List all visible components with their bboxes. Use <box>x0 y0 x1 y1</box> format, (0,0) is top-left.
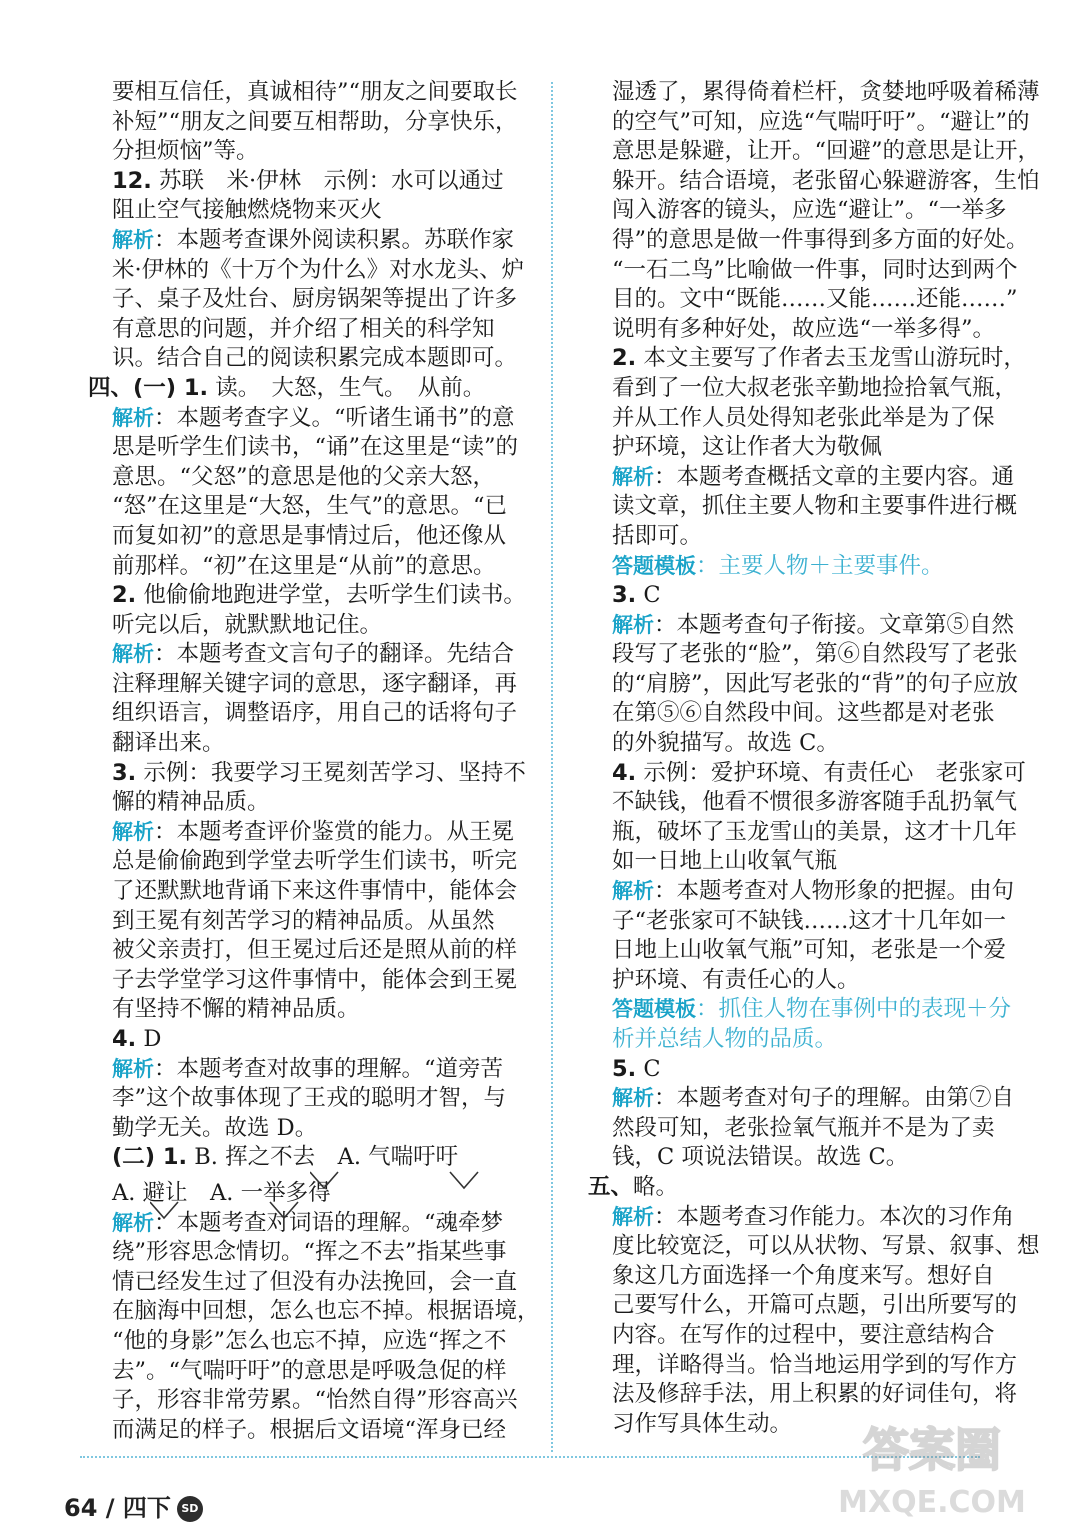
question-number: 3. <box>612 582 637 609</box>
edition-badge: SD <box>177 1496 203 1522</box>
text-line: 分担烦恼”等。 <box>112 138 259 165</box>
answer-line: 瓶，破坏了玉龙雪山的美景，这才十几年 <box>612 818 1018 845</box>
analysis-label: 解析 <box>112 405 154 430</box>
analysis-line: 解析：本题考查概括文章的主要内容。通 <box>612 463 1015 490</box>
analysis-line: 李”这个故事体现了王戎的聪明才智，与 <box>112 1085 507 1112</box>
analysis-line: 而复如初”的意思是事情过后，他还像从 <box>112 522 507 549</box>
answer-line: 听完以后，就默默地记住。 <box>112 611 383 638</box>
text-line: 目的。文中“既能……又能……还能……” <box>612 286 1018 313</box>
analysis-line: 日地上山收氧气瓶”可知，老张是一个爱 <box>612 937 1007 964</box>
text-line: 意思是躲避，让开。“回避”的意思是让开， <box>612 138 1041 165</box>
analysis-line: 习作写具体生动。 <box>612 1410 793 1437</box>
selection-marks <box>310 1166 510 1196</box>
answer-line: 2. 本文主要写了作者去玉龙雪山游玩时， <box>612 345 1026 372</box>
analysis-label: 解析 <box>112 1056 154 1081</box>
answer-line: 不缺钱，他看不惯很多游客随手乱扔氧气 <box>612 789 1018 816</box>
analysis-line: 子去学堂学习这件事情中，能体会到王冕 <box>112 966 518 993</box>
analysis-line: 了还默默地背诵下来这件事情中，能体会 <box>112 878 518 905</box>
template-label: 答题模板 <box>612 553 696 578</box>
analysis-line: 去”。“气喘吁吁”的意思是呼吸急促的样 <box>112 1357 507 1384</box>
question-number: 3. <box>112 759 137 786</box>
text-line: 补短”“朋友之间要互相帮助，分享快乐， <box>112 108 518 135</box>
analysis-line: “他的身影”怎么也忘不掉，应选“挥之不 <box>112 1327 507 1354</box>
analysis-line: 有意思的问题，并介绍了相关的科学知 <box>112 315 495 342</box>
analysis-line: 意思。“父怒”的意思是他的父亲大怒， <box>112 463 496 490</box>
right-column <box>588 78 1041 1439</box>
analysis-line: 己要写什么，开篇可点题，引出所要写的 <box>612 1292 1018 1319</box>
analysis-line: 子、桌子及灶台、厨房锅架等提出了许多 <box>112 286 518 313</box>
analysis-line: 象这几方面选择一个角度来写。想好自 <box>612 1262 995 1289</box>
answer-line: 4. 示例：爱护环境、有责任心 老张家可 <box>612 759 1026 786</box>
answer-line: 5. C <box>612 1055 661 1082</box>
analysis-line: 解析：本题考查习作能力。本次的习作角 <box>612 1203 1015 1230</box>
analysis-line: 的外貌描写。故选 C。 <box>612 730 839 757</box>
analysis-line: 勤学无关。故选 D。 <box>112 1114 318 1141</box>
answer-line: 3. 示例：我要学习王冕刻苦学习、坚持不 <box>112 759 526 786</box>
analysis-label: 解析 <box>112 1210 154 1235</box>
analysis-line: 读文章，抓住主要人物和主要事件进行概 <box>612 493 1018 520</box>
text-line: 闯入游客的镜头，应选“避让”。“一举多 <box>612 197 1007 224</box>
selection-marks-2 <box>150 1198 350 1228</box>
analysis-line: 而满足的样子。根据后文语境“浑身已经 <box>112 1416 507 1443</box>
text-line: 躲开。结合语境，老张留心躲避游客，生怕 <box>612 167 1040 194</box>
text-line: 说明有多种好处，故应选“一举多得”。 <box>612 315 996 342</box>
answer-line: 如一日地上山收氧气瓶 <box>612 848 838 875</box>
text-line: 的空气”可知，应选“气喘吁吁”。“避让”的 <box>612 108 1030 135</box>
analysis-line: 总是偷偷跑到学堂去听学生们读书，听完 <box>112 848 518 875</box>
template-label: 答题模板 <box>612 997 696 1022</box>
watermark-text: 答案圈 <box>863 1423 1001 1477</box>
analysis-line: 绕”形容思念情切。“挥之不去”指某些事 <box>112 1239 507 1266</box>
answer-line: 3. C <box>612 582 661 609</box>
analysis-line: 解析：本题考查对故事的理解。“道旁苦 <box>112 1055 504 1082</box>
analysis-label: 解析 <box>612 1086 654 1111</box>
analysis-line: 被父亲责打，但王冕过后还是照从前的样 <box>112 937 518 964</box>
answer-line: 护环境，这让作者大为敬佩 <box>612 434 883 461</box>
text-line: 要相互信任，真诚相待”“朋友之间要取长 <box>112 79 518 105</box>
answer-line: 2. 他偷偷地跑进学堂，去听学生们读书。 <box>112 582 526 609</box>
analysis-label: 解析 <box>612 464 654 489</box>
analysis-line: 段写了老张的“脸”，第⑥自然段写了老张 <box>612 641 1018 668</box>
template-text: 析并总结人物的品质。 <box>612 1026 838 1052</box>
analysis-line: 解析：本题考查课外阅读积累。苏联作家 <box>112 226 515 253</box>
answer-template <box>612 552 1030 582</box>
left-column <box>88 78 540 1445</box>
analysis-line: 子“老张家可不缺钱……这才十几年如一 <box>612 907 1007 934</box>
text-line: 得”的意思是做一件事得到多方面的好处。 <box>612 226 1029 253</box>
analysis-line: 有坚持不懈的精神品质。 <box>112 996 360 1023</box>
answer-line: (二) 1. B. 挥之不去 A. 气喘吁吁 <box>112 1144 459 1171</box>
analysis-line: 理，详略得当。恰当地运用学到的写作方 <box>612 1351 1018 1378</box>
page-number: 64 / 四下 <box>64 1494 171 1522</box>
answer-line: 并从工作人员处得知老张此举是为了保 <box>612 404 995 431</box>
question-number: 4. <box>612 759 637 786</box>
analysis-line: 解析：本题考查评价鉴赏的能力。从王冕 <box>112 818 515 845</box>
analysis-line: 在脑海中回想，怎么也忘不掉。根据语境， <box>112 1298 540 1325</box>
watermark-url: MXQE.COM <box>838 1485 1026 1520</box>
analysis-line: 米·伊林的《十万个为什么》对水龙头、炉 <box>112 256 525 283</box>
analysis-line: 法及修辞手法，用上积累的好词佳句，将 <box>612 1381 1018 1408</box>
answer-line: 4. D <box>112 1026 162 1052</box>
answer-line: 阻止空气接触燃烧物来灭火 <box>112 197 383 224</box>
analysis-line: 思是听学生们读书，“诵”在这里是“读”的 <box>112 434 519 461</box>
watermark-logo <box>832 1408 1032 1528</box>
question-number: 2. <box>612 345 637 372</box>
analysis-label: 解析 <box>612 879 654 904</box>
template-text: ：抓住人物在事例中的表现＋分 <box>696 996 1012 1023</box>
text-line: “一石二鸟”比喻做一件事，同时达到两个 <box>612 256 1018 283</box>
question-number: 4. <box>112 1026 137 1052</box>
analysis-label: 解析 <box>112 819 154 844</box>
analysis-line: 内容。在写作的过程中，要注意结构合 <box>612 1321 995 1348</box>
analysis-line: 解析：本题考查文言句子的翻译。先结合 <box>112 641 515 668</box>
section-heading: 五、略。 <box>588 1173 679 1200</box>
answer-template <box>612 995 1030 1025</box>
analysis-line: 解析：本题考查句子衔接。文章第⑤自然 <box>612 611 1015 638</box>
analysis-line: 在第⑤⑥自然段中间。这些都是对老张 <box>612 700 995 727</box>
analysis-line: 解析：本题考查对词语的理解。“魂牵梦 <box>112 1209 504 1236</box>
question-number: 2. <box>112 582 137 609</box>
answer-line: 懈的精神品质。 <box>112 789 270 816</box>
analysis-line: “怒”在这里是“大怒，生气”的意思。“已 <box>112 493 508 520</box>
analysis-line: 情已经发生过了但没有办法挽回，会一直 <box>112 1268 518 1295</box>
analysis-line: 翻译出来。 <box>112 730 225 757</box>
analysis-line: 度比较宽泛，可以从状物、写景、叙事、想 <box>612 1233 1040 1260</box>
column-divider <box>551 82 553 1452</box>
analysis-label: 解析 <box>112 227 154 252</box>
analysis-line: 然段可知，老张捡氧气瓶并不是为了卖 <box>612 1114 995 1141</box>
analysis-line: 括即可。 <box>612 522 703 549</box>
analysis-line: 解析：本题考查对人物形象的把握。由句 <box>612 878 1015 905</box>
analysis-line: 注释理解关键字词的意思，逐字翻译，再 <box>112 670 518 697</box>
question-number: (二) 1. <box>112 1144 188 1171</box>
analysis-line: 的“肩膀”，因此写老张的“背”的句子应放 <box>612 670 1019 697</box>
page-footer <box>64 1488 203 1523</box>
analysis-label: 解析 <box>112 642 154 667</box>
analysis-label: 解析 <box>612 612 654 637</box>
question-number: 5. <box>612 1055 637 1082</box>
question-number: 四、(一) 1. <box>88 374 209 401</box>
analysis-line: 组织语言，调整语序，用自己的话将句子 <box>112 700 518 727</box>
analysis-line: 钱，C 项说法错误。故选 C。 <box>612 1144 909 1171</box>
analysis-line: 前那样。“初”在这里是“从前”的意思。 <box>112 552 496 579</box>
question-number: 五、 <box>588 1173 634 1200</box>
text-line: 湿透了，累得倚着栏杆，贪婪地呼吸着稀薄 <box>612 79 1040 105</box>
analysis-line: 子，形容非常劳累。“怡然自得”形容高兴 <box>112 1387 518 1414</box>
section-heading: 四、(一) 1. 读。 大怒，生气。 从前。 <box>88 374 486 401</box>
analysis-line: 识。结合自己的阅读积累完成本题即可。 <box>112 345 518 372</box>
analysis-line: 到王冕有刻苦学习的精神品质。从虽然 <box>112 907 495 934</box>
analysis-line: 护环境、有责任心的人。 <box>612 966 860 993</box>
analysis-line: 解析：本题考查字义。“听诸生诵书”的意 <box>112 404 515 431</box>
analysis-line: 解析：本题考查对句子的理解。由第⑦自 <box>612 1085 1015 1112</box>
question-number: 12. <box>112 167 152 194</box>
analysis-label: 解析 <box>612 1204 654 1229</box>
answer-line: A. 避让 A. 一举多得 <box>112 1179 331 1206</box>
answer-line: 看到了一位大叔老张辛勤地捡拾氧气瓶， <box>612 374 1018 401</box>
answer-line: 12. 苏联 米·伊林 示例：水可以通过 <box>112 167 504 194</box>
template-text: ：主要人物＋主要事件。 <box>696 552 944 579</box>
